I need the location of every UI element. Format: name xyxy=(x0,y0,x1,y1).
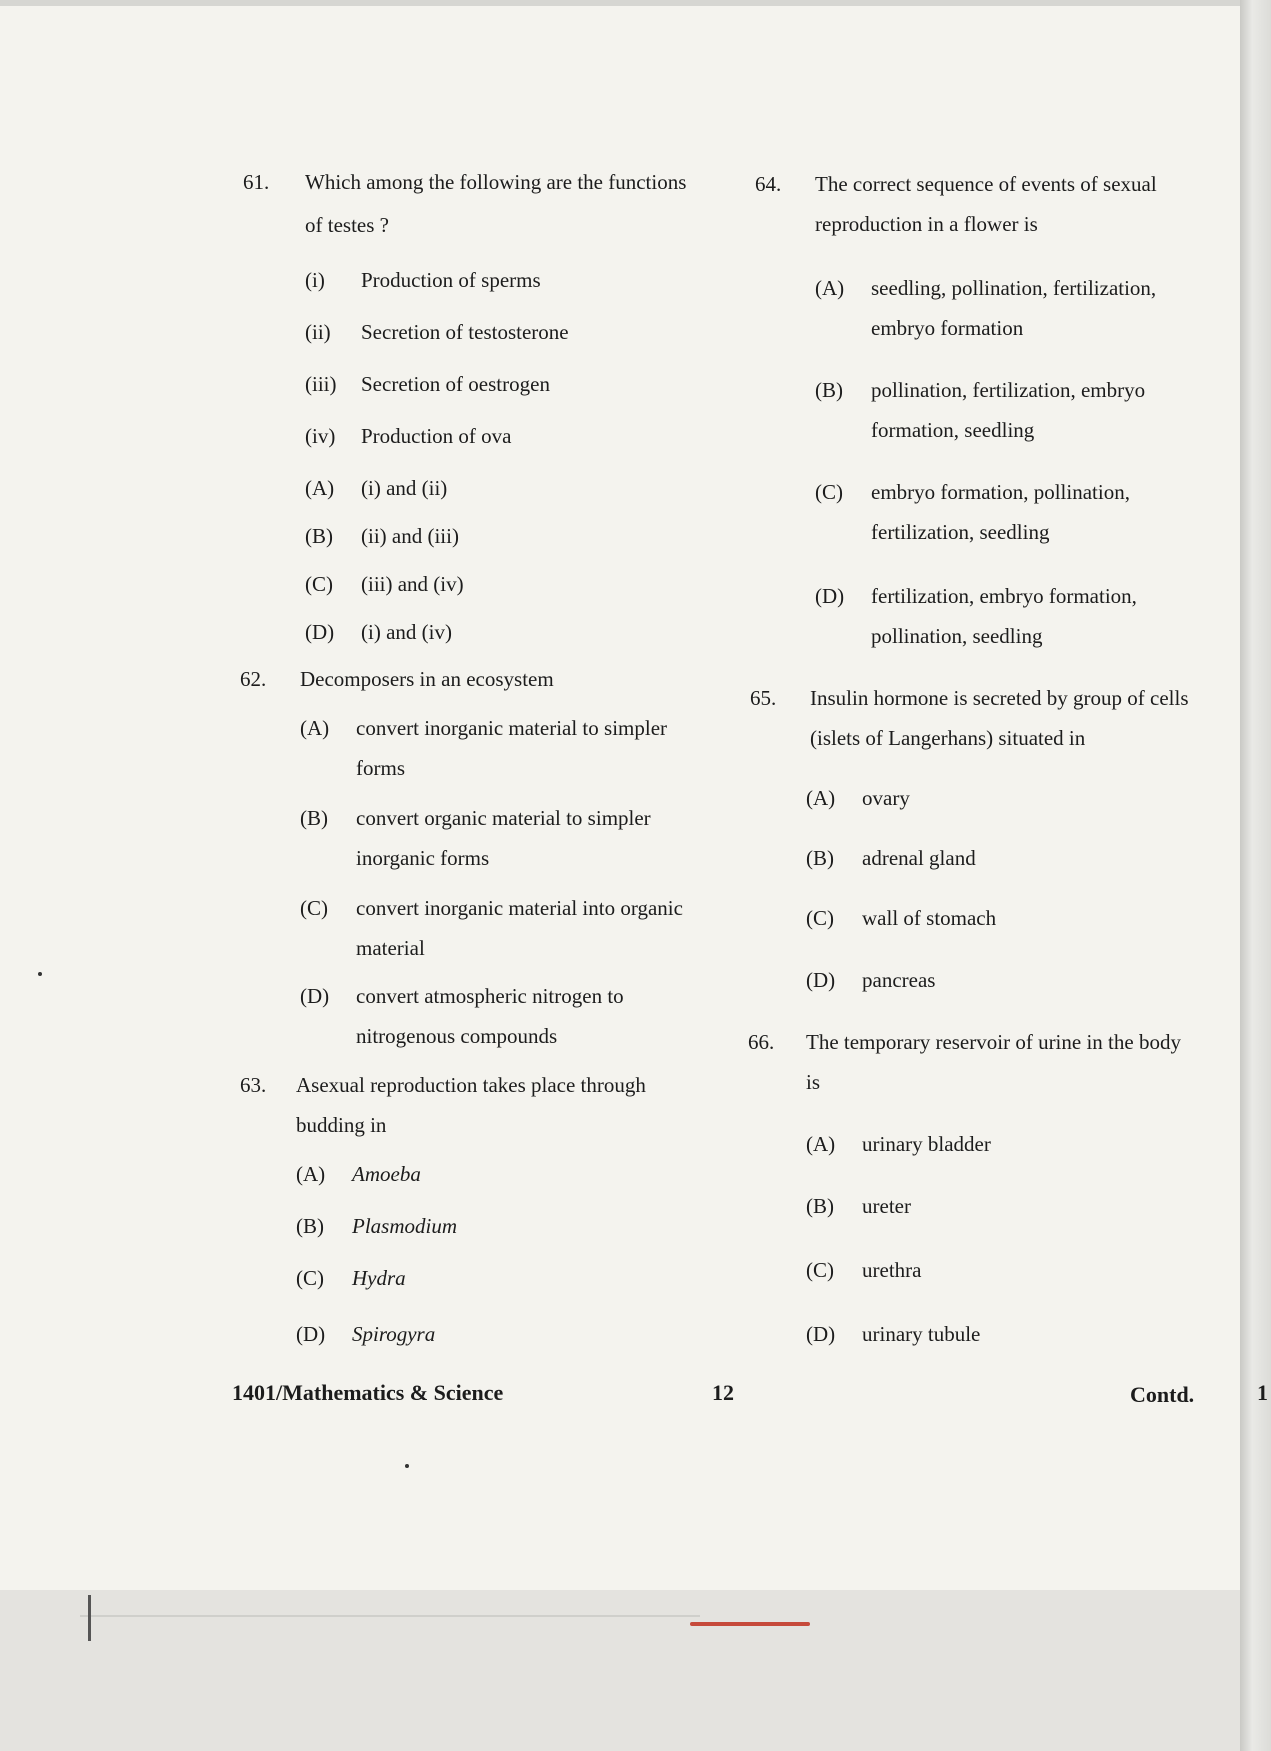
pen-mark xyxy=(88,1595,91,1641)
q66-option-c: (C) urethra xyxy=(806,1258,922,1282)
q62-option-b: (B) convert organic material to simpler xyxy=(300,806,651,830)
speck xyxy=(405,1464,409,1468)
footer-page-number: 12 xyxy=(712,1380,734,1405)
q61-item: (iii) Secretion of oestrogen xyxy=(305,372,550,396)
q63-option-b: (B) Plasmodium xyxy=(296,1214,457,1238)
q61-text-line1: Which among the following are the functions xyxy=(305,170,687,194)
q65-option-b: (B) adrenal gland xyxy=(806,846,976,870)
q64-option-a-line2: embryo formation xyxy=(871,316,1024,340)
q61-number: 61. xyxy=(243,170,270,194)
q64-number: 64. xyxy=(755,172,782,196)
q66-number: 66. xyxy=(748,1030,775,1054)
q65-option-c: (C) wall of stomach xyxy=(806,906,997,930)
q61-text-line2: of testes ? xyxy=(305,213,389,237)
q65-option-a: (A) ovary xyxy=(806,786,910,810)
q62-option-d: (D) convert atmospheric nitrogen to xyxy=(300,984,624,1008)
q63-text-line2: budding in xyxy=(296,1113,387,1137)
q63-option-d: (D) Spirogyra xyxy=(296,1322,436,1346)
footer-contd: Contd. xyxy=(1130,1382,1195,1407)
q66-option-b: (B) ureter xyxy=(806,1194,911,1218)
q61-option-a: (A) (i) and (ii) xyxy=(305,476,448,500)
q62-option-c: (C) convert inorganic material into organic xyxy=(300,896,683,920)
q64-text-line2: reproduction in a flower is xyxy=(815,212,1038,236)
q65-text-line1: Insulin hormone is secreted by group of cells xyxy=(810,686,1189,710)
q63-option-a: (A) Amoeba xyxy=(296,1162,421,1186)
q62-text: Decomposers in an ecosystem xyxy=(300,667,554,691)
q65-option-d: (D) pancreas xyxy=(806,968,936,992)
q64-text-line1: The correct sequence of events of sexual xyxy=(815,172,1157,196)
q63-text-line1: Asexual reproduction takes place through xyxy=(296,1073,646,1097)
footer-exam-code: 1401/Mathematics & Science xyxy=(232,1380,504,1405)
q66-text-line1: The temporary reservoir of urine in the body xyxy=(806,1030,1181,1054)
q62-option-a-line2: forms xyxy=(356,756,405,780)
q61-option-c: (C) (iii) and (iv) xyxy=(305,572,464,596)
q64-option-d: (D) fertilization, embryo formation, xyxy=(815,584,1137,608)
q61-option-d: (D) (i) and (iv) xyxy=(305,620,452,644)
speck xyxy=(38,972,42,976)
q64-option-b: (B) pollination, fertilization, embryo xyxy=(815,378,1146,402)
next-page-number: 1 xyxy=(1257,1380,1268,1405)
q62-number: 62. xyxy=(240,667,267,691)
q61-option-b: (B) (ii) and (iii) xyxy=(305,524,459,548)
q64-option-b-line2: formation, seedling xyxy=(871,418,1035,442)
top-border xyxy=(0,0,1240,6)
next-page-edge xyxy=(1240,0,1271,1751)
q61-item: (ii) Secretion of testosterone xyxy=(305,320,569,344)
q64-option-c-line2: fertilization, seedling xyxy=(871,520,1050,544)
q66-option-a: (A) urinary bladder xyxy=(806,1132,991,1156)
q62-option-b-line2: inorganic forms xyxy=(356,846,490,870)
q64-option-a: (A) seedling, pollination, fertilization, xyxy=(815,276,1157,300)
q62-option-c-line2: material xyxy=(356,936,425,960)
q65-number: 65. xyxy=(750,686,777,710)
q63-option-c: (C) Hydra xyxy=(296,1266,406,1290)
q62-option-a: (A) convert inorganic material to simpler xyxy=(300,716,668,740)
q61-item: (i) Production of sperms xyxy=(305,268,541,292)
q64-option-d-line2: pollination, seedling xyxy=(871,624,1043,648)
q61-item: (iv) Production of ova xyxy=(305,424,512,448)
q62-option-d-line2: nitrogenous compounds xyxy=(356,1024,558,1048)
bottom-divider xyxy=(80,1615,700,1617)
red-pen-mark xyxy=(690,1622,810,1626)
q66-text-line2: is xyxy=(806,1070,821,1094)
q64-option-c: (C) embryo formation, pollination, xyxy=(815,480,1130,504)
q66-option-d: (D) urinary tubule xyxy=(806,1322,981,1346)
q63-number: 63. xyxy=(240,1073,267,1097)
q65-text-line2: (islets of Langerhans) situated in xyxy=(810,726,1086,750)
